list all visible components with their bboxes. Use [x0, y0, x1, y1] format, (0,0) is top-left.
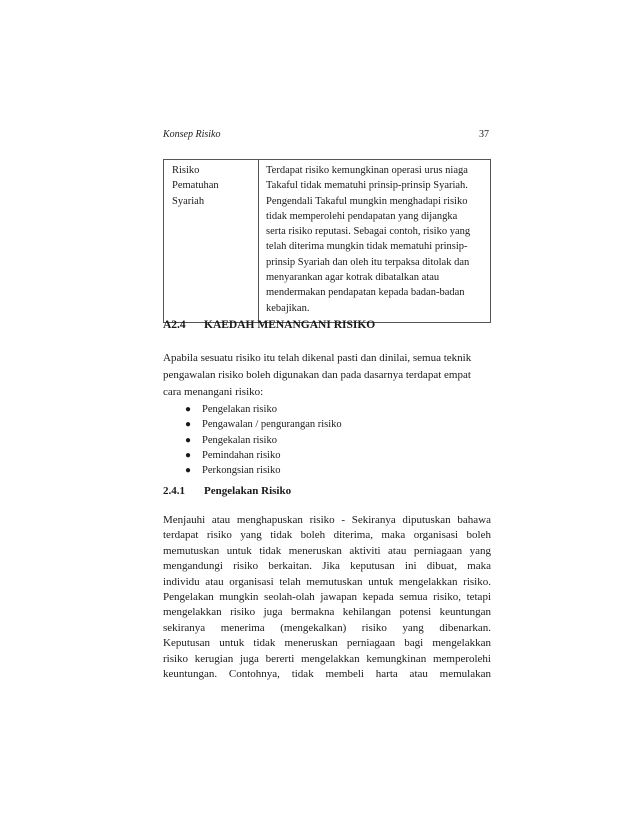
risk-label-cell: [164, 160, 259, 323]
list-item-label: Pengelakan risiko: [202, 404, 277, 415]
risk-label-line: Pematuhan: [172, 180, 219, 192]
risk-description-line: kebajikan.: [266, 302, 310, 314]
subsection-heading: [163, 485, 291, 497]
body-line: Pengelakan mungkin seolah-olah jawapan kepada semua risiko, tetapi: [163, 591, 491, 604]
risk-description-line: menyarankan agar kotrak dibatalkan atau: [266, 272, 440, 284]
table-row: [164, 160, 491, 323]
risk-label-line: Syariah: [172, 195, 205, 207]
intro-line: Apabila sesuatu risiko itu telah dikenal pasti dan dinilai, semua teknik: [163, 352, 472, 364]
body-line: keuntungan. Contohnya, tidak membeli harta atau memulakan: [163, 668, 491, 681]
bullet-icon: ●: [185, 419, 192, 431]
list-item-label: Perkongsian risiko: [202, 465, 281, 477]
intro-line: pengawalan risiko boleh digunakan dan pada dasarnya terdapat empat: [163, 369, 471, 381]
risk-label-line: Risiko: [172, 165, 200, 176]
body-line: individu atau organisasi telah memutuskan untuk mengelakkan risiko.: [163, 575, 491, 588]
risk-table: [163, 159, 491, 323]
running-header-title: Konsep Risiko: [163, 129, 221, 140]
body-line: mengandungi risiko berkaitan. Jika keputusan ini dibuat, maka: [163, 560, 491, 573]
body-line: memutuskan untuk tidak meneruskan aktiviti atau perniagaan yang: [163, 544, 491, 557]
risk-description-line: prinsip Syariah dan oleh itu terpaksa ditolak dan: [266, 256, 470, 268]
list-item: [185, 417, 342, 432]
risk-description-line: Takaful tidak mematuhi prinsip-prinsip Syariah.: [266, 180, 468, 192]
list-item: [185, 448, 342, 463]
section-number: A2.4: [163, 319, 186, 331]
bullet-icon: ●: [185, 465, 192, 477]
subsection-number: 2.4.1: [163, 485, 185, 497]
section-title: KAEDAH MENANGANI RISIKO: [204, 319, 376, 331]
body-paragraph: [163, 513, 491, 682]
risk-description-line: tidak memperolehi pendapatan yang dijangka: [266, 210, 458, 222]
body-line: terdapat risiko yang tidak boleh diterima, maka organisasi boleh: [163, 529, 491, 542]
risk-description-cell: [259, 160, 491, 323]
list-item: [185, 433, 342, 448]
intro-paragraph: [163, 350, 493, 401]
body-line: Menjauhi atau menghapuskan risiko - Sekiranya diputuskan bahawa: [163, 514, 491, 526]
subsection-title: Pengelakan Risiko: [204, 485, 292, 497]
risk-description-line: Terdapat risiko kemungkinan operasi urus niaga: [266, 165, 468, 176]
bullet-icon: ●: [185, 404, 192, 415]
section-heading: [163, 319, 375, 331]
page-number: 37: [479, 129, 489, 140]
risk-description-line: telah diterima mungkin tidak mematuhi prinsip-: [266, 241, 468, 253]
running-header: [163, 129, 489, 143]
bullet-icon: ●: [185, 434, 192, 446]
body-line: sekiranya menerima (mengekalkan) risiko yang dibenarkan.: [163, 621, 491, 634]
list-item: [185, 402, 342, 417]
list-item-label: Pengekalan risiko: [202, 434, 277, 446]
intro-line: cara menangani risiko:: [163, 386, 264, 398]
risk-methods-list: [185, 402, 342, 478]
risk-description-line: mendermakan pendapatan kepada badan-badan: [266, 287, 465, 299]
body-line: risiko kerugian juga bererti mengelakkan kemungkinan memperolehi: [163, 652, 491, 665]
risk-description-line: serta risiko reputasi. Sebagai contoh, risiko yang: [266, 226, 471, 238]
bullet-icon: ●: [185, 449, 192, 461]
body-line: Keputusan untuk tidak meneruskan perniagaan bagi mengelakkan: [163, 637, 491, 650]
list-item: [185, 463, 342, 478]
body-line: mengelakkan risiko juga bermakna kehilangan potensi keuntungan: [163, 606, 491, 619]
list-item-label: Pengawalan / pengurangan risiko: [202, 419, 342, 431]
list-item-label: Pemindahan risiko: [202, 449, 281, 461]
risk-description-line: Pengendali Takaful mungkin menghadapi risiko: [266, 195, 468, 207]
